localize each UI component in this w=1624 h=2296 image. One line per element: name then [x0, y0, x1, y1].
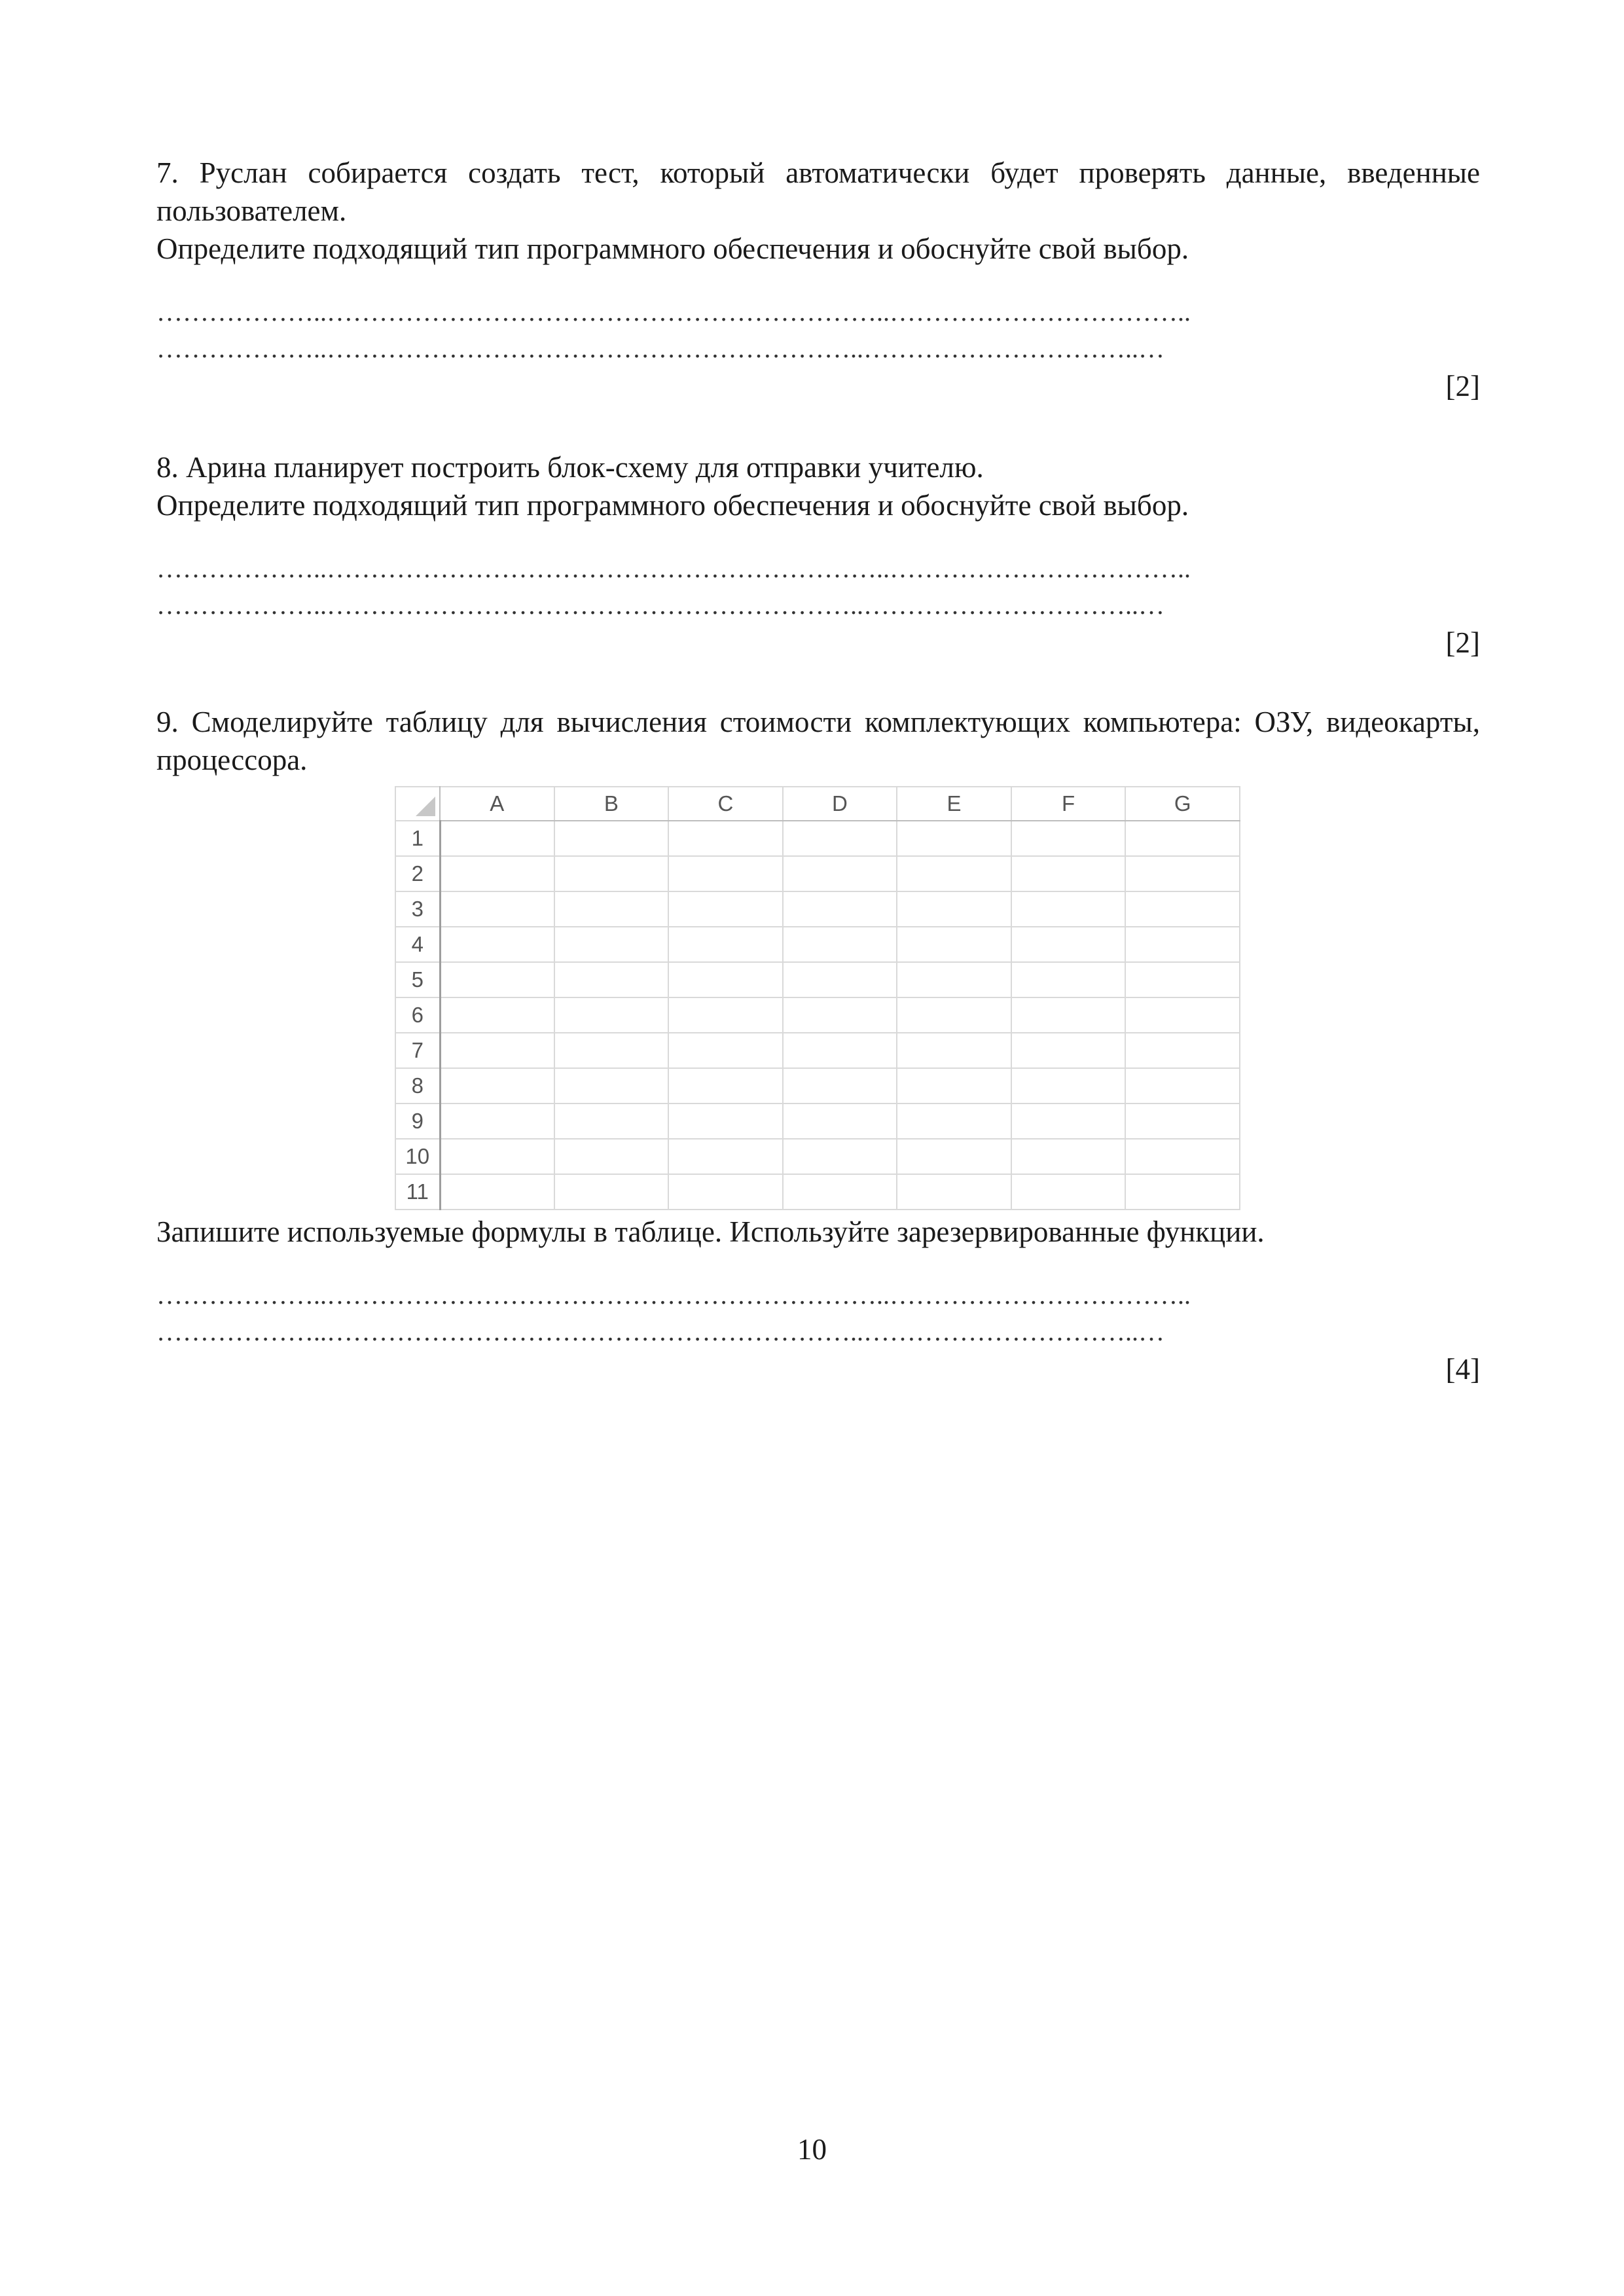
- question-9-instruction: Запишите используемые формулы в таблице. Используйте зарезервированные функции.: [156, 1215, 1265, 1248]
- sheet-cell-e3[interactable]: [897, 891, 1011, 927]
- answer-line-8-1[interactable]: ………………..………………………………………………………..……………………………..: [156, 554, 1191, 583]
- sheet-cell-c5[interactable]: [668, 962, 783, 997]
- question-8: [156, 448, 1480, 662]
- spreadsheet-table: [395, 786, 1240, 1210]
- sheet-cell-b7[interactable]: [554, 1033, 669, 1068]
- sheet-cell-f9[interactable]: [1011, 1103, 1126, 1139]
- sheet-row: [395, 1174, 1240, 1210]
- sheet-cell-e11[interactable]: [897, 1174, 1011, 1210]
- sheet-cell-g2[interactable]: [1125, 856, 1240, 891]
- sheet-cell-b2[interactable]: [554, 856, 669, 891]
- row-header[interactable]: 9: [395, 1103, 440, 1139]
- sheet-cell-a4[interactable]: [440, 927, 554, 962]
- question-9: [156, 703, 1480, 779]
- sheet-row: [395, 891, 1240, 927]
- sheet-cell-f6[interactable]: [1011, 997, 1126, 1033]
- sheet-cell-g7[interactable]: [1125, 1033, 1240, 1068]
- sheet-cell-g4[interactable]: [1125, 927, 1240, 962]
- sheet-cell-c2[interactable]: [668, 856, 783, 891]
- sheet-cell-c4[interactable]: [668, 927, 783, 962]
- sheet-cell-a5[interactable]: [440, 962, 554, 997]
- sheet-cell-f2[interactable]: [1011, 856, 1126, 891]
- sheet-cell-b1[interactable]: [554, 821, 669, 856]
- spreadsheet-body: [395, 821, 1240, 1210]
- sheet-cell-d5[interactable]: [783, 962, 897, 997]
- question-7-marks: [2]: [1445, 370, 1480, 403]
- sheet-cell-b8[interactable]: [554, 1068, 669, 1103]
- sheet-cell-d10[interactable]: [783, 1139, 897, 1174]
- sheet-cell-d2[interactable]: [783, 856, 897, 891]
- sheet-cell-e10[interactable]: [897, 1139, 1011, 1174]
- column-header[interactable]: C: [668, 787, 783, 821]
- spreadsheet-grid: [395, 786, 1240, 1210]
- column-header[interactable]: A: [440, 787, 554, 821]
- row-header[interactable]: 4: [395, 927, 440, 962]
- sheet-cell-d1[interactable]: [783, 821, 897, 856]
- sheet-cell-g9[interactable]: [1125, 1103, 1240, 1139]
- column-header-row: [395, 787, 1240, 821]
- sheet-cell-c11[interactable]: [668, 1174, 783, 1210]
- sheet-cell-g11[interactable]: [1125, 1174, 1240, 1210]
- sheet-cell-c7[interactable]: [668, 1033, 783, 1068]
- row-header[interactable]: 3: [395, 891, 440, 927]
- question-9-text: 9. Смоделируйте таблицу для вычисления стоимости комплектующих компьютера: ОЗУ, видеокарты, процессора.: [156, 706, 1480, 776]
- sheet-cell-d7[interactable]: [783, 1033, 897, 1068]
- row-header[interactable]: 11: [395, 1174, 440, 1210]
- row-header[interactable]: 7: [395, 1033, 440, 1068]
- sheet-cell-g5[interactable]: [1125, 962, 1240, 997]
- sheet-row: [395, 962, 1240, 997]
- sheet-cell-a10[interactable]: [440, 1139, 554, 1174]
- sheet-cell-e5[interactable]: [897, 962, 1011, 997]
- sheet-cell-c1[interactable]: [668, 821, 783, 856]
- answer-line-9-1[interactable]: ………………..………………………………………………………..……………………………..: [156, 1280, 1191, 1310]
- question-7: [156, 154, 1480, 405]
- sheet-cell-d11[interactable]: [783, 1174, 897, 1210]
- sheet-cell-c6[interactable]: [668, 997, 783, 1033]
- sheet-cell-f7[interactable]: [1011, 1033, 1126, 1068]
- sheet-cell-b9[interactable]: [554, 1103, 669, 1139]
- sheet-row: [395, 1033, 1240, 1068]
- sheet-cell-g10[interactable]: [1125, 1139, 1240, 1174]
- column-header[interactable]: F: [1011, 787, 1126, 821]
- sheet-cell-b11[interactable]: [554, 1174, 669, 1210]
- select-all-triangle-icon: [416, 797, 435, 816]
- sheet-cell-e1[interactable]: [897, 821, 1011, 856]
- sheet-cell-e7[interactable]: [897, 1033, 1011, 1068]
- sheet-row: [395, 1103, 1240, 1139]
- answer-line-7-1[interactable]: ………………..………………………………………………………..……………………………..: [156, 297, 1191, 327]
- sheet-cell-b10[interactable]: [554, 1139, 669, 1174]
- sheet-cell-d4[interactable]: [783, 927, 897, 962]
- sheet-cell-e2[interactable]: [897, 856, 1011, 891]
- sheet-cell-f1[interactable]: [1011, 821, 1126, 856]
- sheet-cell-f10[interactable]: [1011, 1139, 1126, 1174]
- sheet-cell-a2[interactable]: [440, 856, 554, 891]
- question-8-text: 8. Арина планирует построить блок-схему для отправки учителю.: [156, 451, 984, 484]
- sheet-cell-c3[interactable]: [668, 891, 783, 927]
- sheet-cell-d6[interactable]: [783, 997, 897, 1033]
- question-7-instruction: Определите подходящий тип программного обеспечения и обоснуйте свой выбор.: [156, 232, 1189, 265]
- sheet-row: [395, 856, 1240, 891]
- sheet-cell-b3[interactable]: [554, 891, 669, 927]
- sheet-cell-c10[interactable]: [668, 1139, 783, 1174]
- sheet-row: [395, 1068, 1240, 1103]
- row-header[interactable]: 6: [395, 997, 440, 1033]
- sheet-cell-d9[interactable]: [783, 1103, 897, 1139]
- page-number: 10: [797, 2133, 827, 2166]
- sheet-cell-a11[interactable]: [440, 1174, 554, 1210]
- sheet-cell-a9[interactable]: [440, 1103, 554, 1139]
- sheet-cell-g8[interactable]: [1125, 1068, 1240, 1103]
- sheet-cell-g3[interactable]: [1125, 891, 1240, 927]
- sheet-cell-f11[interactable]: [1011, 1174, 1126, 1210]
- sheet-cell-c9[interactable]: [668, 1103, 783, 1139]
- sheet-cell-f4[interactable]: [1011, 927, 1126, 962]
- row-header[interactable]: 8: [395, 1068, 440, 1103]
- sheet-cell-b5[interactable]: [554, 962, 669, 997]
- sheet-cell-d3[interactable]: [783, 891, 897, 927]
- sheet-cell-e4[interactable]: [897, 927, 1011, 962]
- sheet-cell-g1[interactable]: [1125, 821, 1240, 856]
- question-8-marks: [2]: [1445, 626, 1480, 659]
- column-header[interactable]: G: [1125, 787, 1240, 821]
- sheet-cell-a8[interactable]: [440, 1068, 554, 1103]
- answer-line-8-2[interactable]: ………………..……………………………………………………..…………………………..…: [156, 590, 1164, 620]
- question-8-instruction: Определите подходящий тип программного обеспечения и обоснуйте свой выбор.: [156, 489, 1189, 522]
- sheet-cell-e6[interactable]: [897, 997, 1011, 1033]
- sheet-cell-e9[interactable]: [897, 1103, 1011, 1139]
- column-header[interactable]: B: [554, 787, 669, 821]
- sheet-row: [395, 821, 1240, 856]
- sheet-cell-g6[interactable]: [1125, 997, 1240, 1033]
- sheet-cell-a7[interactable]: [440, 1033, 554, 1068]
- sheet-cell-c8[interactable]: [668, 1068, 783, 1103]
- sheet-row: [395, 927, 1240, 962]
- sheet-row: [395, 1139, 1240, 1174]
- sheet-cell-f8[interactable]: [1011, 1068, 1126, 1103]
- question-9-formulas: [156, 1213, 1480, 1388]
- row-header[interactable]: 2: [395, 856, 440, 891]
- row-header[interactable]: 1: [395, 821, 440, 856]
- answer-line-9-2[interactable]: ………………..……………………………………………………..…………………………..…: [156, 1317, 1164, 1346]
- sheet-row: [395, 997, 1240, 1033]
- row-header[interactable]: 5: [395, 962, 440, 997]
- sheet-cell-b6[interactable]: [554, 997, 669, 1033]
- sheet-cell-d8[interactable]: [783, 1068, 897, 1103]
- sheet-cell-f5[interactable]: [1011, 962, 1126, 997]
- sheet-cell-a6[interactable]: [440, 997, 554, 1033]
- column-header[interactable]: D: [783, 787, 897, 821]
- row-header[interactable]: 10: [395, 1139, 440, 1174]
- column-header[interactable]: E: [897, 787, 1011, 821]
- select-all-corner[interactable]: [395, 787, 440, 821]
- question-7-text: 7. Руслан собирается создать тест, который автоматически будет проверять данные, введенные пользователем.: [156, 156, 1480, 227]
- sheet-cell-e8[interactable]: [897, 1068, 1011, 1103]
- answer-line-7-2[interactable]: ………………..……………………………………………………..…………………………..…: [156, 334, 1164, 363]
- sheet-cell-a1[interactable]: [440, 821, 554, 856]
- sheet-cell-a3[interactable]: [440, 891, 554, 927]
- sheet-cell-f3[interactable]: [1011, 891, 1126, 927]
- question-9-marks: [4]: [1445, 1353, 1480, 1386]
- sheet-cell-b4[interactable]: [554, 927, 669, 962]
